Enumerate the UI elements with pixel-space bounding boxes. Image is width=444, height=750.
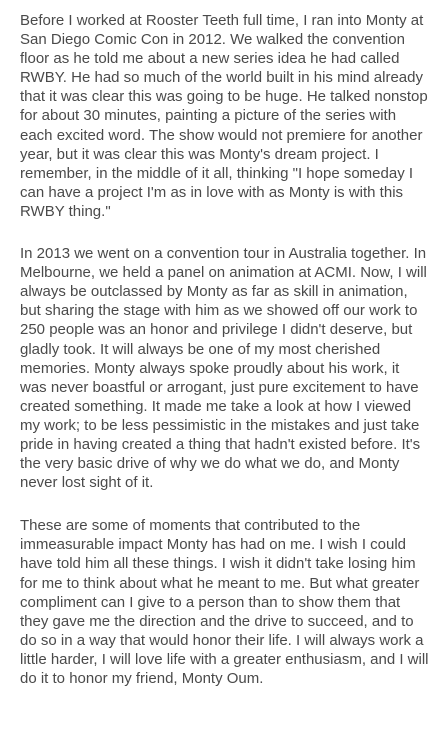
paragraph-line: that it was clear this was going to be huge. He talked nonstop: [20, 88, 428, 106]
paragraph-line: immeasurable impact Monty has had on me. I wish I could: [20, 536, 407, 554]
paragraph-line: Before I worked at Rooster Teeth full time, I ran into Monty at: [20, 12, 424, 29]
paragraph-line: little harder, I will love life with a greater enthusiasm, and I will: [20, 650, 429, 668]
paragraph-spacer: [0, 492, 444, 516]
paragraph-line: San Diego Comic Con in 2012. We walked the convention: [20, 31, 405, 49]
paragraph-line: 250 people was an honor and privilege I didn't deserve, but: [20, 321, 413, 339]
paragraph-line: my work; to be less pessimistic in the mistakes and just take: [20, 416, 420, 434]
paragraph-impact: [20, 516, 442, 688]
paragraph-australia-tour: [20, 244, 442, 492]
paragraph-comic-con: [20, 11, 442, 221]
paragraph-line: never lost sight of it.: [20, 474, 154, 492]
paragraph-line: each excited word. The show would not premiere for another: [20, 126, 423, 144]
paragraph-line: have told him all these things. I wish it didn't take losing him: [20, 555, 416, 573]
paragraph-line: but sharing the stage with him as we showed off our work to: [20, 302, 418, 320]
paragraph-line: for me to think about what he meant to me. But what greater: [20, 574, 420, 592]
paragraph-line: These are some of moments that contributed to the: [20, 517, 361, 535]
paragraph-spacer: [0, 221, 444, 244]
paragraph-line: gladly took. It will always be one of my most cherished: [20, 340, 381, 358]
paragraph-line: do it to honor my friend, Monty Oum.: [20, 670, 264, 687]
paragraph-line: Melbourne, we held a panel on animation at ACMI. Now, I will: [20, 264, 427, 282]
paragraph-line: for about 30 minutes, painting a picture of the series with: [20, 107, 397, 125]
paragraph-line: remember, in the middle of it all, thinking "I hope someday I: [20, 164, 414, 182]
paragraph-line: RWBY thing.": [20, 202, 111, 220]
paragraph-line: do so in a way that would honor their life. I will always work a: [20, 631, 424, 649]
paragraph-line: memories. Monty always spoke proudly about his work, it: [20, 359, 400, 377]
paragraph-line: year, but it was clear this was Monty's dream project. I: [20, 145, 379, 163]
paragraph-line: RWBY. He had so much of the world built in his mind already: [20, 69, 423, 87]
paragraph-line: always be outclassed by Monty as far as skill in animation,: [20, 283, 408, 301]
paragraph-line: pride in having created a thing that hadn't existed before. It's: [20, 435, 421, 453]
paragraph-line: floor as he told me about a new series idea he had called: [20, 50, 400, 68]
paragraph-line: the very basic drive of why we do what we do, and Monty: [20, 455, 400, 473]
paragraph-line: compliment can I give to a person than to show them that: [20, 593, 401, 611]
paragraph-line: In 2013 we went on a convention tour in Australia together. In: [20, 245, 427, 263]
paragraph-line: was never boastful or arrogant, just pure excitement to have: [20, 378, 419, 396]
paragraph-line: can have a project I'm as in love with as Monty is with this: [20, 183, 404, 201]
paragraph-line: created something. It made me take a look at how I viewed: [20, 397, 412, 415]
paragraph-line: they gave me the direction and the drive to succeed, and to: [20, 612, 414, 630]
